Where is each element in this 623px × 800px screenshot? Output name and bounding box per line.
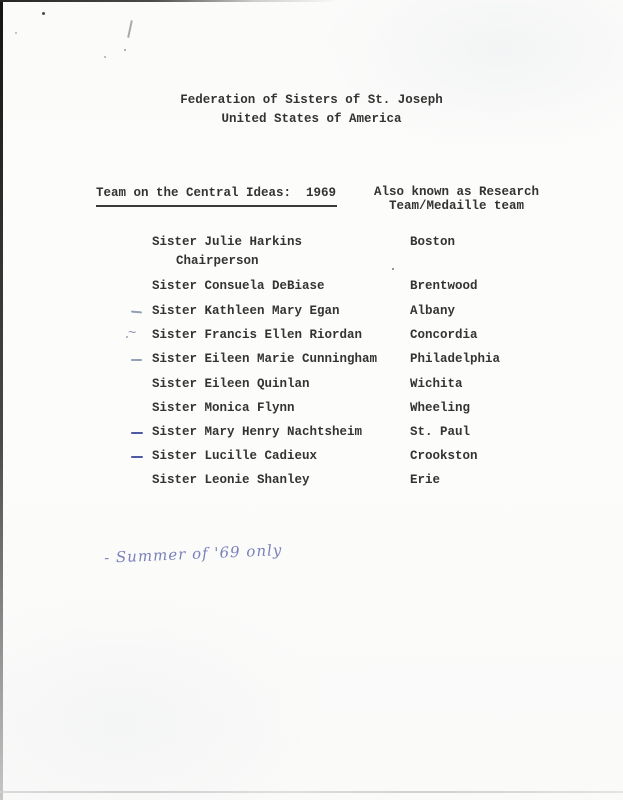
member-city: Concordia — [410, 328, 478, 342]
table-row — [0, 235, 623, 251]
member-city: St. Paul — [410, 425, 471, 439]
member-name: Sister Mary Henry Nachtsheim — [152, 425, 363, 439]
member-city: Brentwood — [410, 279, 478, 293]
ink-dot-mark — [42, 12, 45, 15]
table-row — [0, 425, 623, 441]
member-name: Sister Lucille Cadieux — [152, 449, 318, 463]
member-name: Sister Julie Harkins — [152, 235, 303, 249]
scan-speck — [392, 268, 394, 270]
document-title-line2: United States of America — [221, 112, 402, 126]
member-name: Sister Leonie Shanley — [152, 473, 310, 487]
member-city: Wheeling — [410, 401, 471, 415]
member-city: Erie — [410, 473, 441, 487]
member-name: Sister Francis Ellen Riordan — [152, 328, 363, 342]
pencil-dash-mark — [131, 311, 142, 314]
member-name: Sister Kathleen Mary Egan — [152, 304, 340, 318]
member-name: Sister Eileen Marie Cunningham — [152, 352, 378, 366]
table-row — [0, 401, 623, 417]
table-row — [0, 377, 623, 393]
handwritten-note: - Summer of '69 only — [103, 541, 283, 567]
member-city: Philadelphia — [410, 352, 501, 366]
aka-note-line1: Also known as Research — [374, 185, 540, 199]
member-city: Albany — [410, 304, 456, 318]
section-heading: Team on the Central Ideas: 1969 — [96, 186, 337, 200]
scan-speck — [15, 32, 17, 34]
member-name: Sister Eileen Quinlan — [152, 377, 310, 391]
member-city: Boston — [410, 235, 456, 249]
table-row — [0, 449, 623, 465]
member-role: Chairperson — [176, 254, 259, 268]
member-name: Sister Consuela DeBiase — [152, 279, 325, 293]
member-city: Wichita — [410, 377, 463, 391]
heading-underline — [96, 205, 337, 207]
scan-edge-bottom — [0, 791, 623, 793]
pen-slash-mark — [127, 20, 132, 38]
table-row — [0, 304, 623, 320]
table-row — [0, 352, 623, 368]
scan-edge-top — [0, 0, 340, 2]
scan-speck — [104, 56, 106, 58]
pencil-tilde-mark: ~ — [128, 326, 137, 342]
member-city: Crookston — [410, 449, 478, 463]
ink-dash-mark — [131, 432, 143, 434]
table-row — [0, 328, 623, 344]
pencil-dash-mark — [131, 359, 142, 361]
ink-dash-mark — [131, 456, 143, 458]
aka-note-line2: Team/Medaille team — [389, 199, 525, 213]
table-row — [0, 279, 623, 295]
scan-speck — [124, 49, 126, 51]
table-row — [0, 473, 623, 489]
member-name: Sister Monica Flynn — [152, 401, 295, 415]
document-title-line1: Federation of Sisters of St. Joseph — [180, 93, 443, 107]
pencil-dot-mark — [126, 336, 128, 338]
